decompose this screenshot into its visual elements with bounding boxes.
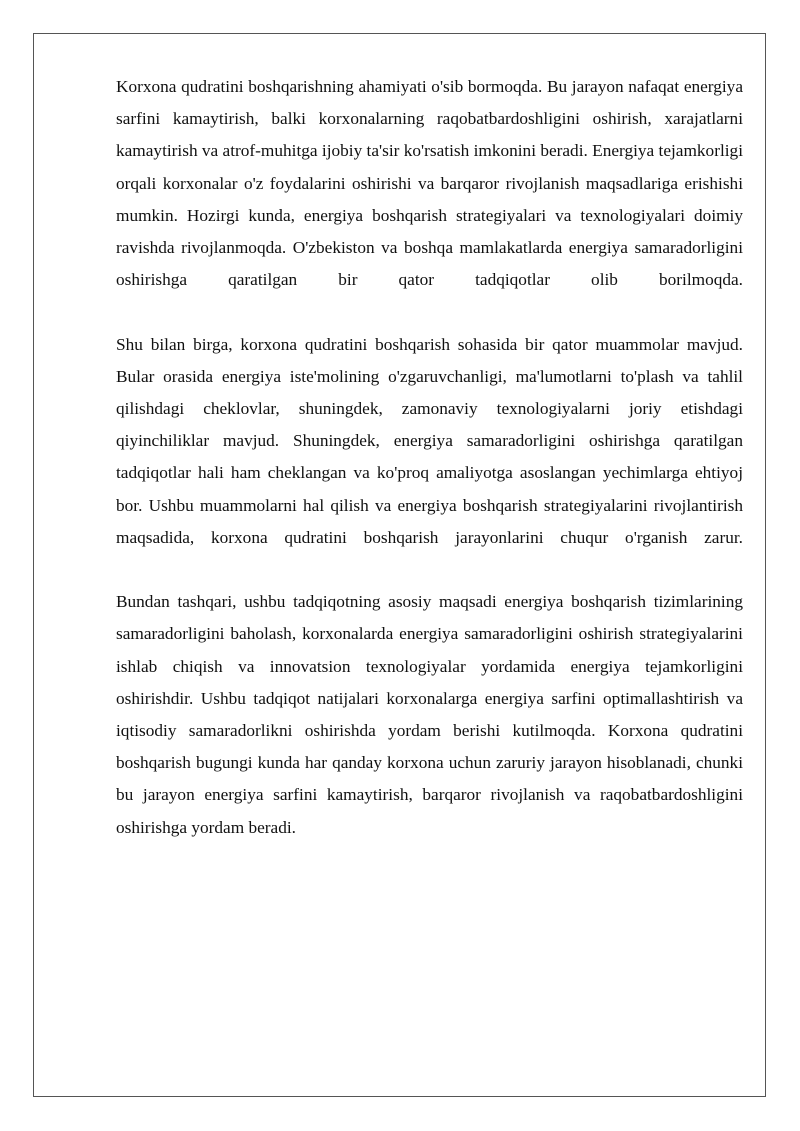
paragraph-2: Shu bilan birga, korxona qudratini boshqarish sohasida bir qator muammolar mavjud. Bular orasida energiya iste'molining o'zgaruvchanligi, ma'lumotlarni to'plash va tahlil qilishdagi cheklovlar, shuningdek, zamonaviy texnologiyalarni joriy etishdagi qiyinchiliklar mavjud. Shuningdek, energiya samaradorligini oshirishga qaratilgan tadqiqotlar hali ham cheklangan va ko'proq amaliyotga asoslangan yechimlarga ehtiyoj bor. Ushbu muammolarni hal qilish va energiya boshqarish strategiyalarini rivojlantirish maqsadida, korxona qudratini boshqarish jarayonlarini chuqur o'rganish zarur.: [116, 334, 743, 547]
document-body: [116, 71, 743, 876]
paragraph-3: Bundan tashqari, ushbu tadqiqotning asosiy maqsadi energiya boshqarish tizimlarining samaradorligini baholash, korxonalarda energiya samaradorligini oshirish strategiyalarini ishlab chiqish va innovatsion texnologiyalar yordamida energiya tejamkorligini oshirishdir. Ushbu tadqiqot natijalari korxonalarga energiya sarfini optimallashtirish va iqtisodiy samaradorlikni oshirishda yordam berishi kutilmoqda. Korxona qudratini boshqarish bugungi kunda har qanday korxona uchun zaruriy jarayon hisoblanadi, chunki bu jarayon energiya sarfini kamaytirish, barqaror rivojlanish va raqobatbardoshligini oshirishga yordam beradi.: [116, 592, 743, 837]
paragraph-1: Korxona qudratini boshqarishning ahamiyati o'sib bormoqda. Bu jarayon nafaqat energiya sarfini kamaytirish, balki korxonalarning raqobatbardoshligini oshirish, xarajatlarni kamaytirish va atrof-muhitga ijobiy ta'sir ko'rsatish imkonini beradi. Energiya tejamkorligi orqali korxonalar o'z foydalarini oshirishi va barqaror rivojlanish maqsadlariga erishishi mumkin. Hozirgi kunda, energiya boshqarish strategiyalari va texnologiyalari doimiy ravishda rivojlanmoqda. O'zbekiston va boshqa mamlakatlarda energiya samaradorligini oshirishga qaratilgan bir qator tadqiqotlar olib borilmoqda.: [116, 77, 743, 290]
